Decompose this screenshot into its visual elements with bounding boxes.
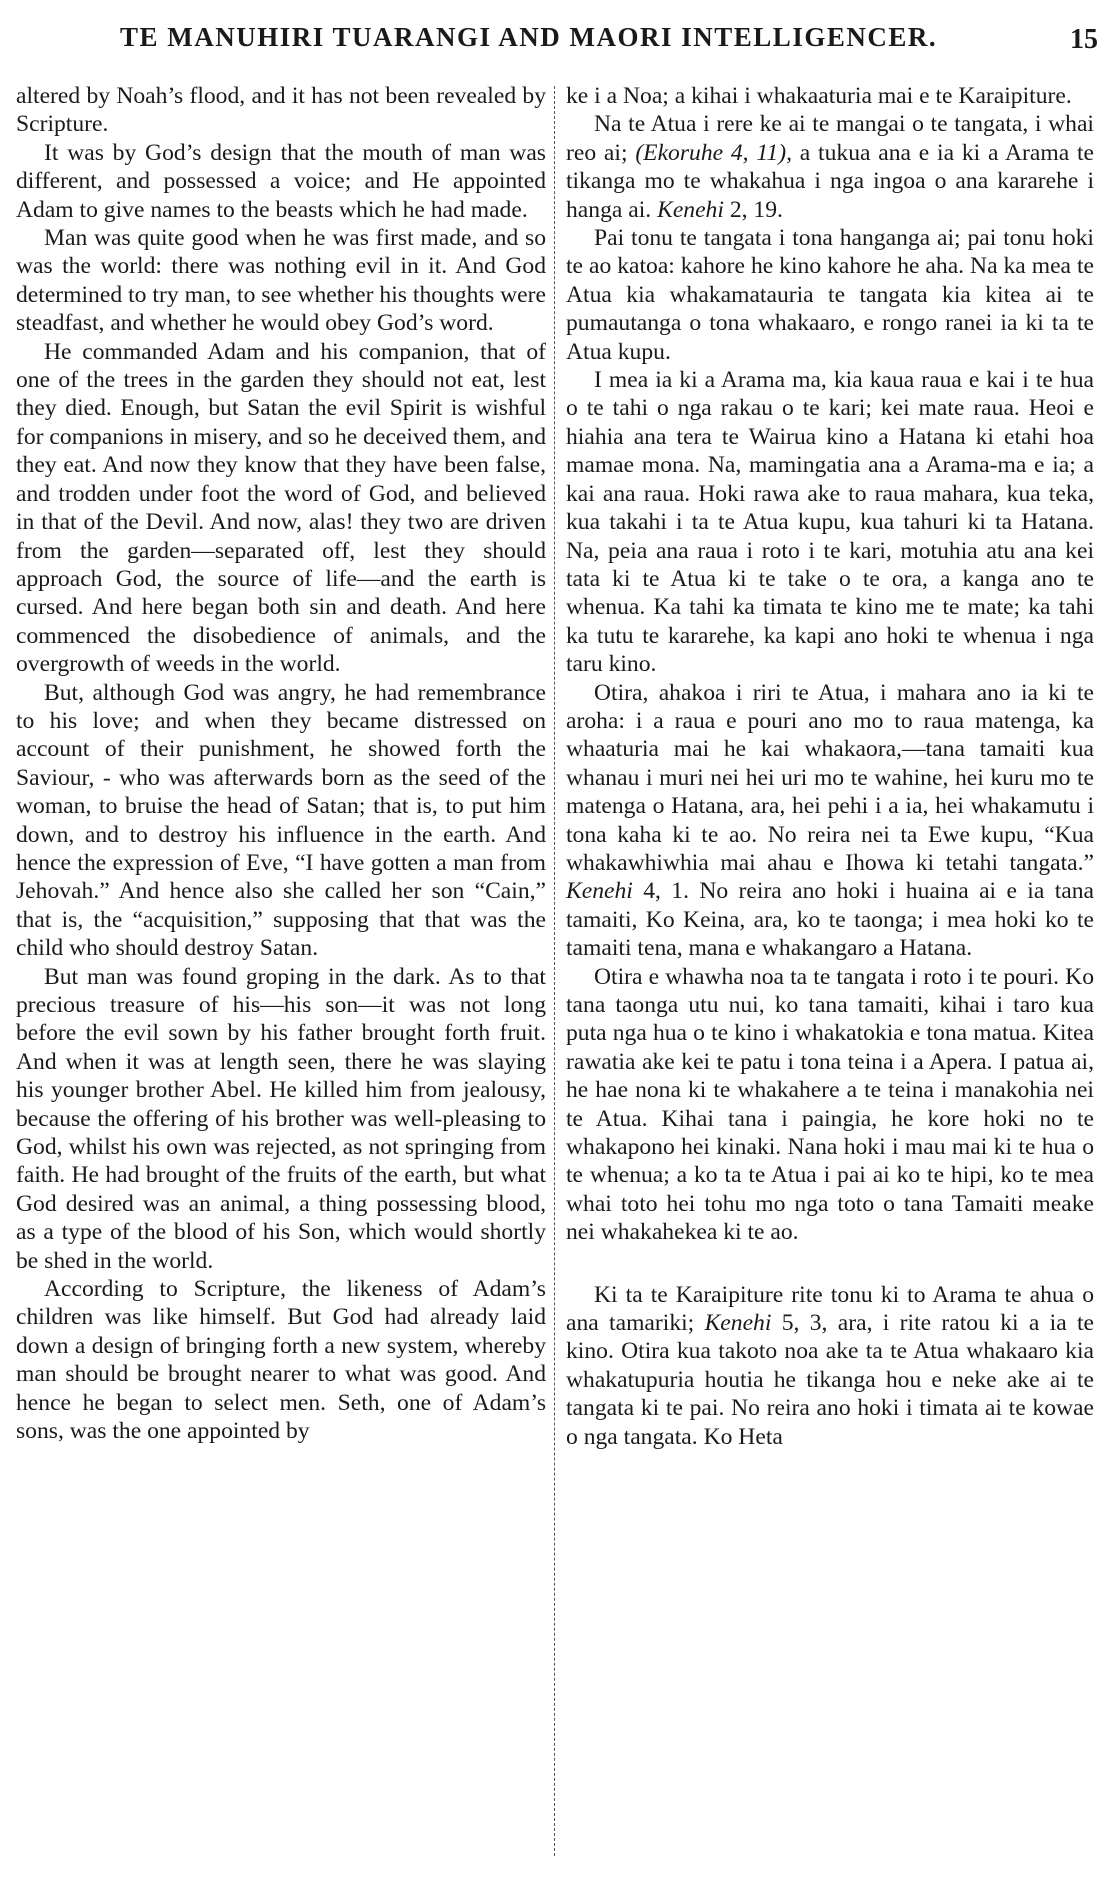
- paragraph: Pai tonu te tangata i tona hanganga ai; pai tonu hoki te ao katoa: kahore he kino kahore he aha. Na ka mea te Atua kia whakamatauria te tangata kia kitea ai te pumautanga o tona whakaaro, e rongo ranei ia ki ta te Atua kupu.: [566, 225, 1094, 365]
- text-run: Na te Atua i rere ke ai te mangai o te tangata, i whai reo ai;: [566, 111, 1094, 166]
- paragraph: [566, 110, 1094, 224]
- text-run: Ki ta te Karaipiture rite tonu ki to Arama te ahua o ana tamariki;: [566, 1281, 1094, 1337]
- scripture-reference: (Ekoruhe 4, 11),: [635, 139, 792, 166]
- scripture-book: Kenehi: [566, 878, 633, 905]
- paragraph: According to Scripture, the likeness of Adam’s children was like himself. But God had already laid down a design of bringing forth a new system, whereby man should be brought nearer to what was good. And hence he began to select men. Seth, one of Adam’s sons, was the one appointed by: [16, 1276, 546, 1445]
- paragraph: I mea ia ki a Arama ma, kia kaua raua e kai i te hua o te tahi o nga rakau o te kari; kei mate raua. Heoi e hiahia ana tera te Wairua kino a Hatana ki etahi hoa mamae mona. Na, mamingatia ana a Arama-ma e ia; a kai ana raua. Hoki rawa ake to raua mahara, kua teka, kua takahi i ta te Atua kupu, kua tahuri ki ta Hatana. Na, peia ana raua i roto i te kari, motuhia atu ana kei tata ki te Atua ki te take o te ora, a kanga ano te whenua. Ka tahi ka timata te kino me te mate; ka tahi ka tutu te kararehe, ka kapi ano hoki te whenua i nga taru kino.: [566, 367, 1094, 678]
- text-run: 4, 1.: [643, 878, 689, 905]
- page-number: 15: [1070, 24, 1098, 55]
- paragraph: Otira e whawha noa ta te tangata i roto i te pouri. Ko tana taonga utu nui, ko tana tamaiti, kihai i taro kua puta nga hua o te kino i whakatokia e tona matua. Kitea rawatia ake kei te patu i tona teina i a Apera. I patua ai, he hae nona ki te whakahere a te teina i manakohia nei te Atua. Kihai tana i paingia, he kore hoki no te whakapono hei kinaki. Nana hoki i mau mai ki te hua o te whenua; a ko ta te Atua i pai ai ko te hipi, ko te mea whai toto hei tohu mo nga toto o tana Tamaiti meake nei whakahekea ki te ao.: [566, 963, 1094, 1246]
- text-run: 2, 19.: [729, 196, 783, 223]
- paragraph: Man was quite good when he was first made, and so was the world: there was nothing evil in it. And God determined to try man, to see whether his thoughts were steadfast, and whether he would obey God’s word.: [16, 225, 546, 337]
- maori-column: [566, 82, 1094, 1451]
- paragraph: It was by God’s design that the mouth of man was different, and possessed a voice; and He appointed Adam to give names to the beasts which he had made.: [16, 139, 546, 223]
- text-run: 5, 3,: [781, 1310, 828, 1337]
- paragraph: He commanded Adam and his companion, that of one of the trees in the garden they should not eat, lest they died. Enough, but Satan the evil Spirit is wishful for companions in misery, and so he deceived them, and they eat. And now they know that they have been false, and trodden under foot the word of God, and believed in that of the Devil. And now, alas! they two are driven from the garden—separated off, lest they should approach God, the source of life—and the earth is cursed. And here began both sin and death. And here commenced the disobedience of animals, and the overgrowth of weeds in the world.: [16, 338, 546, 678]
- paragraph: But, although God was angry, he had remembrance to his love; and when they became distressed on account of their punishment, he showed forth the Saviour, - who was afterwards born as the seed of the woman, to bruise the head of Satan; that is, to put him down, and to destroy his influence in the earth. And hence the expression of Eve, “I have gotten a man from Jehovah.” And hence also she called her son “Cain,” that is, the “acquisition,” supposing that that was the child who should destroy Satan.: [16, 679, 546, 962]
- text-run: No reira ano hoki i huaina ai e ia tana tamaiti, Ko Keina, ara, ko te taonga; i mea hoki ko te tamaiti tena, mana e whakangaro a Hatana.: [566, 878, 1094, 962]
- paragraph: altered by Noah’s flood, and it has not been revealed by Scripture.: [16, 83, 546, 138]
- text-run: Otira, ahakoa i riri te Atua, i mahara ano ia ki te aroha: i a raua e pouri ano mo to raua matenga, ka whaaturia mai he kai whakaora,—tana tamaiti kua whanau i muri nei hei uri mo te wahine, hei kuru mo te matenga o Hatana, ara, hei pehi i a ia, hei whakamutu i tona kaha ki te ao. No reira nei ta Ewe kupu, “Kua whakawhiwhia mai ahau e Ihowa ki tetahi tangata.”: [566, 679, 1094, 876]
- column-divider: [554, 86, 555, 1856]
- running-title: TE MANUHIRI TUARANGI AND MAORI INTELLIGENCER.: [120, 22, 938, 52]
- text-run: a tukua ana e ia ki a Arama te tikanga mo te whakahua i nga ingoa o ana kararehe i hanga ai.: [566, 139, 1094, 223]
- scripture-book: Kenehi: [704, 1310, 772, 1337]
- page-header: [120, 22, 1098, 68]
- text-run: ara, i rite ratou ki a ia te kino. Otira kua takoto noa ake ta te Atua whakaaro kia whakatupuria houtia he tikanga hou e neke ake ai te tangata ki te pai. No reira ano hoki i timata ai te kowae o nga tangata. Ko Heta: [566, 1310, 1095, 1450]
- english-column: [16, 82, 546, 1446]
- paragraph: [566, 679, 1094, 963]
- paragraph: ke i a Noa; a kihai i whakaaturia mai e te Karaipiture.: [566, 83, 1072, 109]
- paragraph: [566, 1281, 1094, 1451]
- scripture-book: Kenehi: [657, 196, 724, 223]
- paragraph: But man was found groping in the dark. As to that precious treasure of his—his son—it was not long before the evil sown by his father brought forth fruit. And when it was at length seen, there he was slaying his younger brother Abel. He killed him from jealousy, because the offering of his brother was well-pleasing to God, whilst his own was rejected, as not springing from faith. He had brought of the fruits of the earth, but what God desired was an animal, a thing possessing blood, as a type of the blood of his Son, which would shortly be shed in the world.: [16, 963, 546, 1274]
